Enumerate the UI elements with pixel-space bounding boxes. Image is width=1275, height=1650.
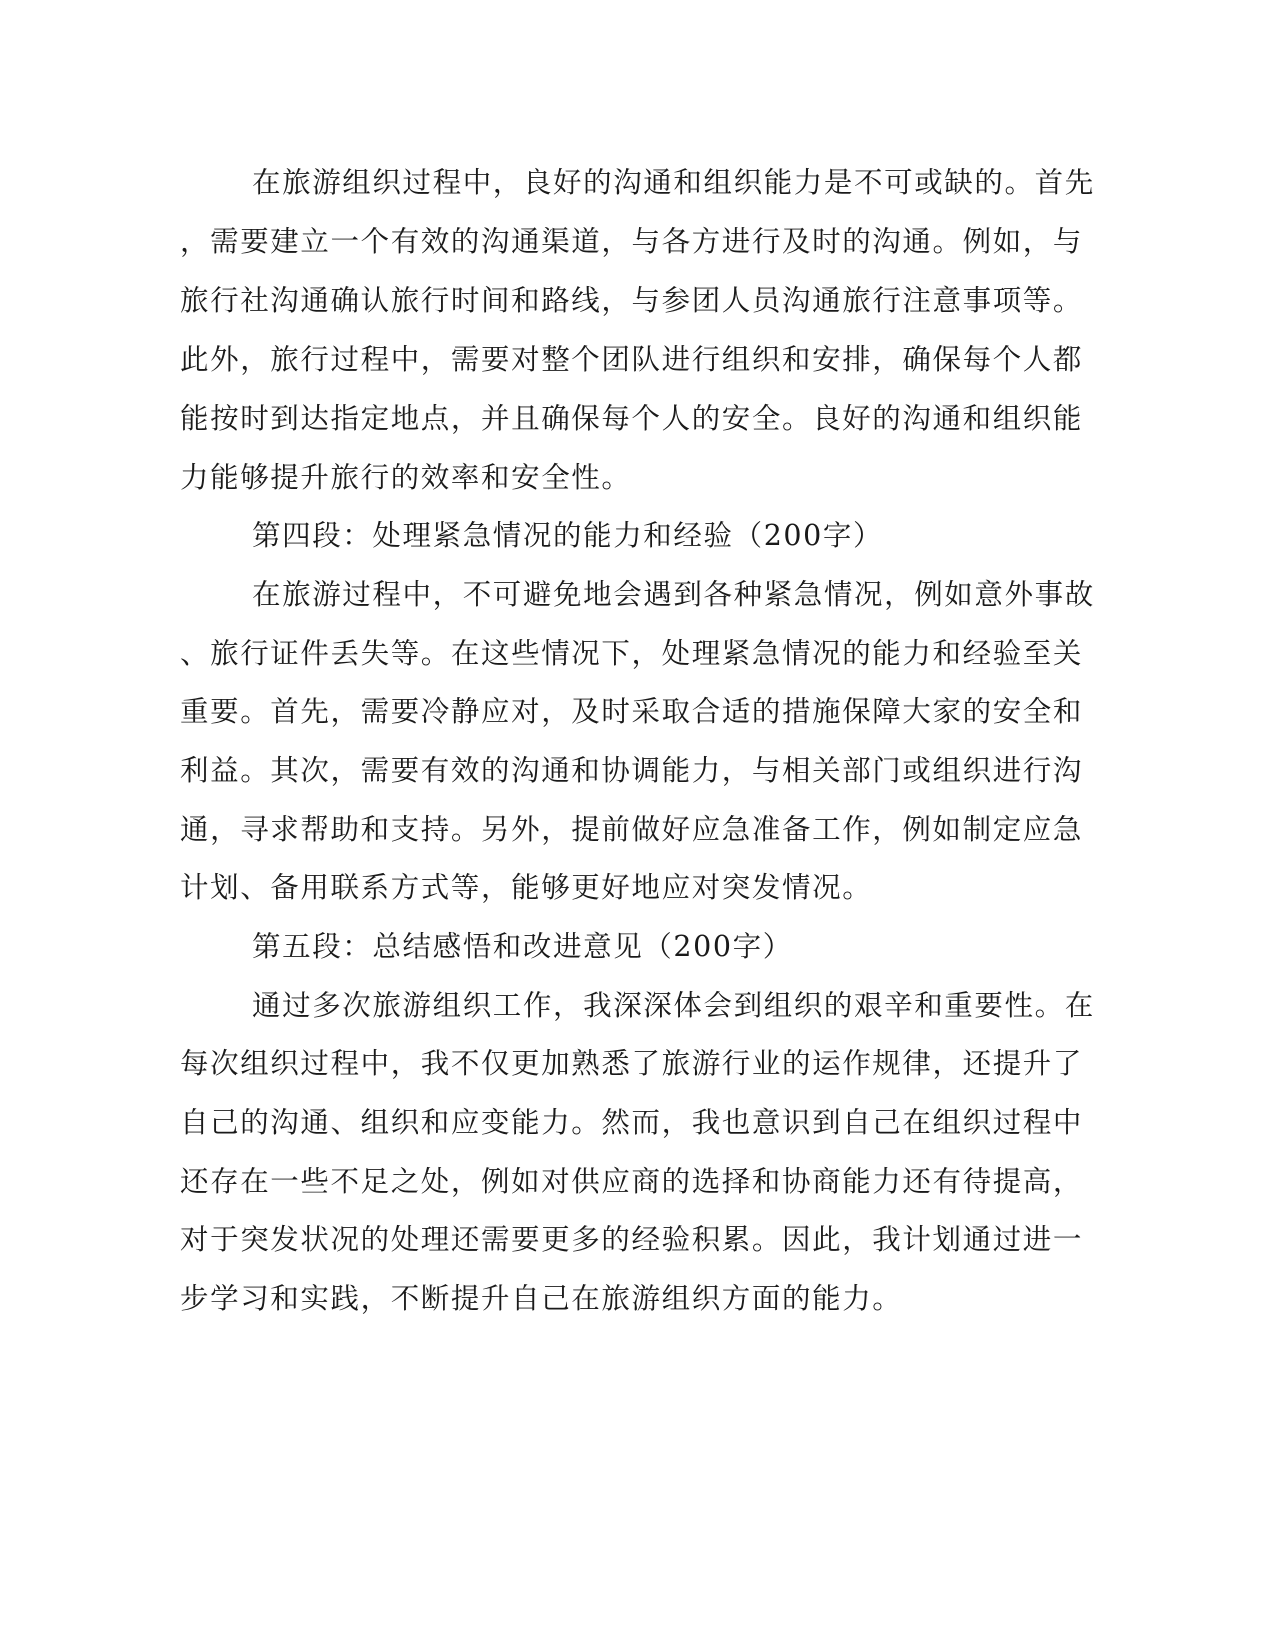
text-line: 通过多次旅游组织工作，我深深体会到组织的艰辛和重要性。在 — [252, 989, 1095, 1022]
text-line: 力能够提升旅行的效率和安全性。 — [180, 461, 632, 494]
text-line: 能按时到达指定地点，并且确保每个人的安全。良好的沟通和组织能 — [180, 402, 1084, 435]
text-line: 第五段：总结感悟和改进意见（200字） — [252, 930, 793, 963]
text-line: 还存在一些不足之处，例如对供应商的选择和协商能力还有待提高， — [180, 1165, 1084, 1198]
text-line: 通，寻求帮助和支持。另外，提前做好应急准备工作，例如制定应急 — [180, 813, 1084, 846]
text-line: ，需要建立一个有效的沟通渠道，与各方进行及时的沟通。例如，与 — [180, 225, 1084, 258]
text-line: 此外，旅行过程中，需要对整个团队进行组织和安排，确保每个人都 — [180, 343, 1084, 376]
text-line: 自己的沟通、组织和应变能力。然而，我也意识到自己在组织过程中 — [180, 1106, 1084, 1139]
text-line: 旅行社沟通确认旅行时间和路线，与参团人员沟通旅行注意事项等。 — [180, 284, 1084, 317]
text-line: 每次组织过程中，我不仅更加熟悉了旅游行业的运作规律，还提升了 — [180, 1047, 1084, 1080]
text-line: 在旅游过程中，不可避免地会遇到各种紧急情况，例如意外事故 — [252, 578, 1095, 611]
text-line: 利益。其次，需要有效的沟通和协调能力，与相关部门或组织进行沟 — [180, 754, 1084, 787]
text-line: 对于突发状况的处理还需要更多的经验积累。因此，我计划通过进一 — [180, 1223, 1084, 1256]
text-line: 计划、备用联系方式等，能够更好地应对突发情况。 — [180, 871, 873, 904]
text-line: 第四段：处理紧急情况的能力和经验（200字） — [252, 519, 884, 552]
text-line: 步学习和实践，不断提升自己在旅游组织方面的能力。 — [180, 1282, 903, 1315]
text-line: 、旅行证件丢失等。在这些情况下，处理紧急情况的能力和经验至关 — [180, 637, 1084, 670]
text-line: 在旅游组织过程中，良好的沟通和组织能力是不可或缺的。首先 — [252, 166, 1095, 199]
text-line: 重要。首先，需要冷静应对，及时采取合适的措施保障大家的安全和 — [180, 695, 1084, 728]
